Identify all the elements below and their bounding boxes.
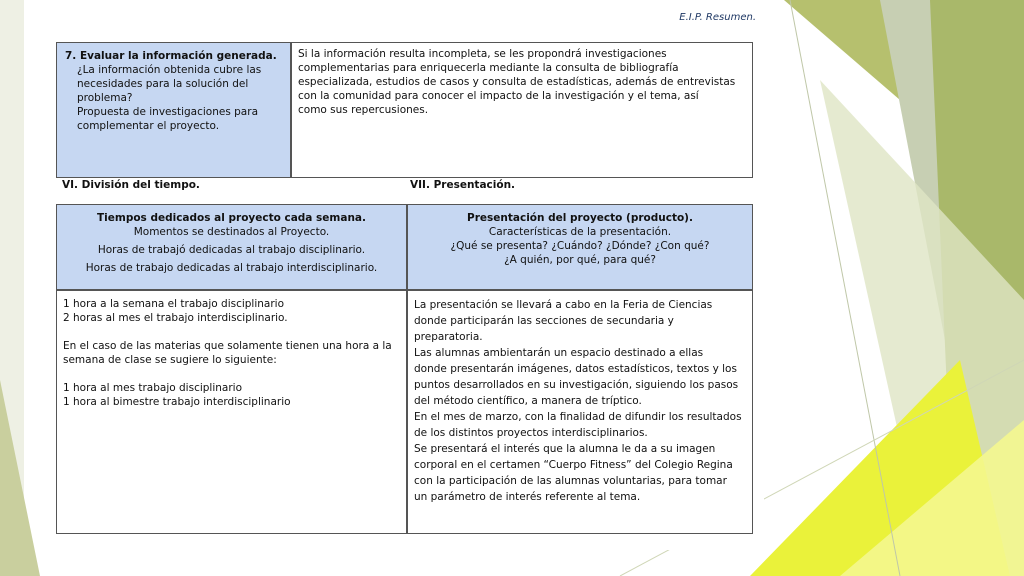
time-body-cell <box>56 290 407 534</box>
presentation-header-cell <box>407 204 753 290</box>
time-header-title: Tiempos dedicados al proyecto cada semana. <box>97 212 366 224</box>
response-line: especializada, estudios de casos y consulta de estadísticas, además de entrevistas <box>298 76 736 88</box>
presentation-body-line: puntos desarrollados en su investigación, siguiendo los pasos <box>414 379 739 391</box>
response-line: Si la información resulta incompleta, se les propondrá investigaciones <box>298 48 667 60</box>
presentation-body-line: Se presentará el interés que la alumna le da a su imagen <box>414 443 716 455</box>
presentation-header-title: Presentación del proyecto (producto). <box>467 212 693 224</box>
time-body-line: semana de clase se sugiere lo siguiente: <box>63 354 277 366</box>
presentation-body-line: donde presentarán imágenes, datos estadísticos, textos y los <box>414 363 737 375</box>
presentation-body-line: En el mes de marzo, con la finalidad de difundir los resultados <box>414 411 742 423</box>
header-title: E.I.P. Resumen. <box>679 12 756 23</box>
time-header-line: Horas de trabajó dedicadas al trabajo disciplinario. <box>97 244 366 256</box>
time-header-line: Momentos se destinados al Proyecto. <box>133 226 330 238</box>
evaluate-info-lines <box>65 63 282 133</box>
response-line: con la comunidad para conocer el impacto de la investigación y el tema, así <box>298 90 699 102</box>
time-body-line: 2 horas al mes el trabajo interdisciplinario. <box>63 312 288 324</box>
presentation-body-line: del método científico, a manera de tríptico. <box>414 395 642 407</box>
presentation-body-line: con la participación de las alumnas voluntarias, para tomar <box>414 475 727 487</box>
presentation-body-line: La presentación se llevará a cabo en la Feria de Ciencias <box>414 299 713 311</box>
presentation-body-line: preparatoria. <box>414 331 483 343</box>
time-body-line: En el caso de las materias que solamente tienen una hora a la <box>63 340 392 352</box>
presentation-body-line: un parámetro de interés referente al tema. <box>414 491 641 503</box>
evaluate-line: Propuesta de investigaciones para <box>77 106 258 118</box>
presentation-body-line: donde participarán las secciones de secundaria y <box>414 315 674 327</box>
time-header-line: Horas de trabajo dedicadas al trabajo interdisciplinario. <box>85 262 378 274</box>
response-line: complementarias para enriquecerla mediante la consulta de bibliografía <box>298 62 679 74</box>
spacer <box>63 367 400 381</box>
evaluate-response-cell <box>291 42 753 178</box>
division-heading: VI. División del tiempo. <box>62 179 200 191</box>
presentation-body-line: de los distintos proyectos interdisciplinarios. <box>414 427 648 439</box>
evaluate-line: complementar el proyecto. <box>77 120 220 132</box>
time-body-line: 1 hora a la semana el trabajo disciplinario <box>63 298 285 310</box>
presentation-body-line: corporal en el certamen “Cuerpo Fitness” del Colegio Regina <box>414 459 733 471</box>
document-page <box>42 10 764 550</box>
evaluate-info-cell <box>56 42 291 178</box>
time-body-line: 1 hora al mes trabajo disciplinario <box>63 382 243 394</box>
presentation-header-line: Características de la presentación. <box>488 226 672 238</box>
presentation-heading: VII. Presentación. <box>410 179 516 191</box>
presentation-body-line: Las alumnas ambientarán un espacio destinado a ellas <box>414 347 704 359</box>
response-line: como sus repercusiones. <box>298 104 429 116</box>
evaluate-line: ¿La información obtenida cubre las <box>77 64 262 76</box>
evaluate-info-title: 7. Evaluar la información generada. <box>65 50 277 62</box>
time-body-line: 1 hora al bimestre trabajo interdisciplinario <box>63 396 291 408</box>
presentation-header-line: ¿A quién, por qué, para qué? <box>504 254 656 266</box>
spacer <box>63 325 400 339</box>
evaluate-line: necesidades para la solución del <box>77 78 249 90</box>
presentation-body-cell <box>407 290 753 534</box>
evaluate-line: problema? <box>77 92 133 104</box>
time-header-cell <box>56 204 407 290</box>
presentation-header-line: ¿Qué se presenta? ¿Cuándo? ¿Dónde? ¿Con qué? <box>450 240 710 252</box>
